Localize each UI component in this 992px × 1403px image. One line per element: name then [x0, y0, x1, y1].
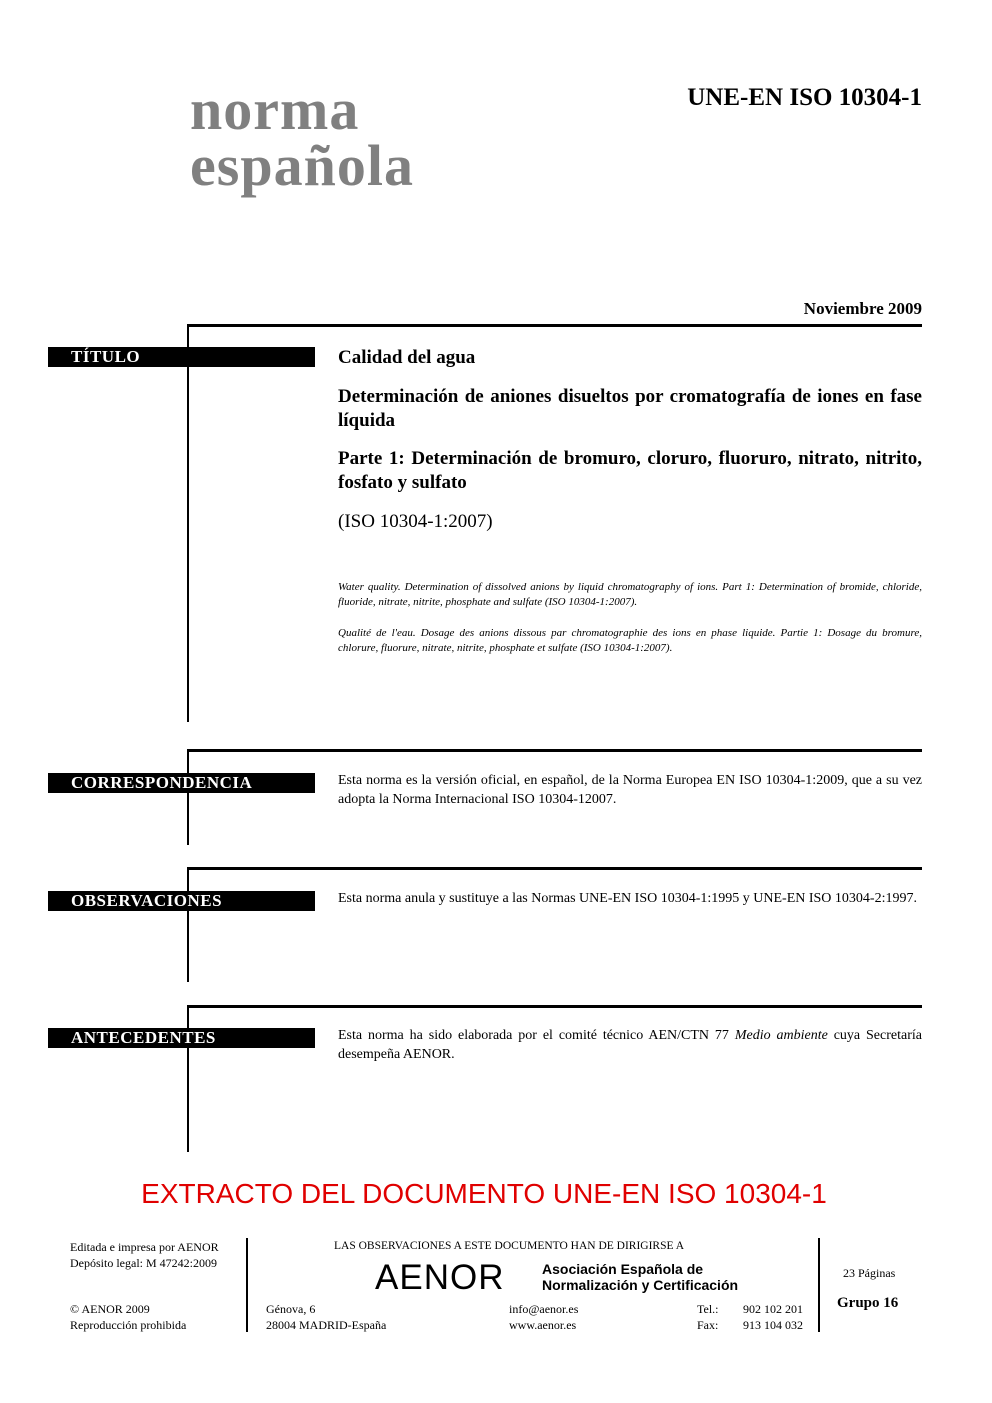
price-group: Grupo 16	[837, 1295, 899, 1311]
publication-date: Noviembre 2009	[803, 299, 922, 318]
section-vline-observaciones	[187, 867, 189, 982]
antecedentes-text-after: cuya Secretaría desempeña AENOR.	[338, 1028, 922, 1062]
aenor-organization-name	[542, 1261, 738, 1293]
copyright-line: © AENOR 2009	[70, 1302, 150, 1316]
antecedentes-committee-name: Medio ambiente	[734, 1028, 828, 1043]
section-divider-observaciones	[187, 867, 922, 870]
french-title: Qualité de l'eau. Dosage des anions dissous par chromatographie des ions en phase liquide. Partie 1: Dosage du bromure, chlorure, fluorure, nitrate, nitrite, phosphate et sulfate (ISO 10304-1:2007).	[338, 627, 922, 654]
reproduction-line: Reproducción prohibida	[70, 1318, 187, 1332]
page-count: 23 Páginas	[843, 1266, 896, 1280]
observaciones-text: Esta norma anula y sustituye a las Normas UNE-EN ISO 10304-1:1995 y UNE-EN ISO 10304-2:1997.	[338, 891, 917, 906]
correspondencia-text: Esta norma es la versión oficial, en español, de la Norma Europea EN ISO 10304-1:2009, que a su vez adopta la Norma Internacional ISO 10304-12007.	[338, 773, 922, 807]
footer-phone	[697, 1301, 803, 1333]
tel-label: Tel.:	[697, 1302, 719, 1316]
address-line-1: Génova, 6	[266, 1302, 316, 1316]
fax-row	[697, 1317, 803, 1333]
aenor-logo: AENOR	[375, 1258, 505, 1297]
title-line-3: Parte 1: Determinación de bromuro, cloruro, fluoruro, nitrato, nitrito, fosfato y sulfato	[338, 448, 922, 493]
deposit-line: Depósito legal: M 47242:2009	[70, 1256, 217, 1270]
label-antecedentes: ANTECEDENTES	[48, 1028, 315, 1048]
footer-address	[266, 1301, 386, 1333]
english-title: Water quality. Determination of dissolved anions by liquid chromatography of ions. Part 1: Determination of bromide, chloride, fluoride, nitrate, nitrite, phosphate and sulfate (ISO 10304-1:2007).	[338, 581, 922, 608]
standard-code: UNE-EN ISO 10304-1	[687, 84, 922, 111]
address-line-2: 28004 MADRID-España	[266, 1318, 387, 1332]
norma-line: norma	[190, 77, 360, 142]
edited-line: Editada e impresa por AENOR	[70, 1240, 219, 1254]
fax-label: Fax:	[697, 1318, 719, 1332]
titulo-content	[338, 346, 922, 656]
title-line-2: Determinación de aniones disueltos por cromatografía de iones en fase líquida	[338, 386, 922, 431]
label-observaciones: OBSERVACIONES	[48, 891, 315, 911]
espanola-line: española	[190, 133, 414, 198]
antecedentes-text-before: Esta norma ha sido elaborada por el comité técnico AEN/CTN 77	[338, 1028, 735, 1043]
org-line-1: Asociación Española de	[542, 1261, 704, 1277]
footer-copyright	[70, 1301, 186, 1333]
fax-number: 913 104 032	[743, 1318, 803, 1332]
footer-contact	[509, 1301, 578, 1333]
section-divider-titulo	[187, 324, 922, 327]
title-line-1: Calidad del agua	[338, 347, 476, 368]
iso-reference: (ISO 10304-1:2007)	[338, 511, 493, 532]
extract-banner: EXTRACTO DEL DOCUMENTO UNE-EN ISO 10304-1	[141, 1178, 827, 1209]
footer-vline-left	[246, 1238, 248, 1332]
web-link[interactable]: www.aenor.es	[509, 1318, 577, 1332]
antecedentes-text	[338, 1026, 922, 1064]
tel-row	[697, 1301, 803, 1317]
norma-espanola-title	[190, 77, 414, 198]
footer-vline-right	[818, 1238, 820, 1332]
footer-observations-notice: LAS OBSERVACIONES A ESTE DOCUMENTO HAN DE DIRIGIRSE A	[334, 1240, 685, 1252]
section-vline-titulo	[187, 324, 189, 722]
footer-edited-by	[70, 1239, 219, 1271]
label-correspondencia: CORRESPONDENCIA	[48, 773, 315, 793]
tel-number: 902 102 201	[743, 1302, 803, 1316]
label-titulo: TÍTULO	[48, 347, 315, 367]
email-link[interactable]: info@aenor.es	[509, 1302, 579, 1316]
section-divider-antecedentes	[187, 1005, 922, 1008]
org-line-2: Normalización y Certificación	[542, 1277, 739, 1293]
section-divider-correspondencia	[187, 749, 922, 752]
section-vline-correspondencia	[187, 749, 189, 845]
